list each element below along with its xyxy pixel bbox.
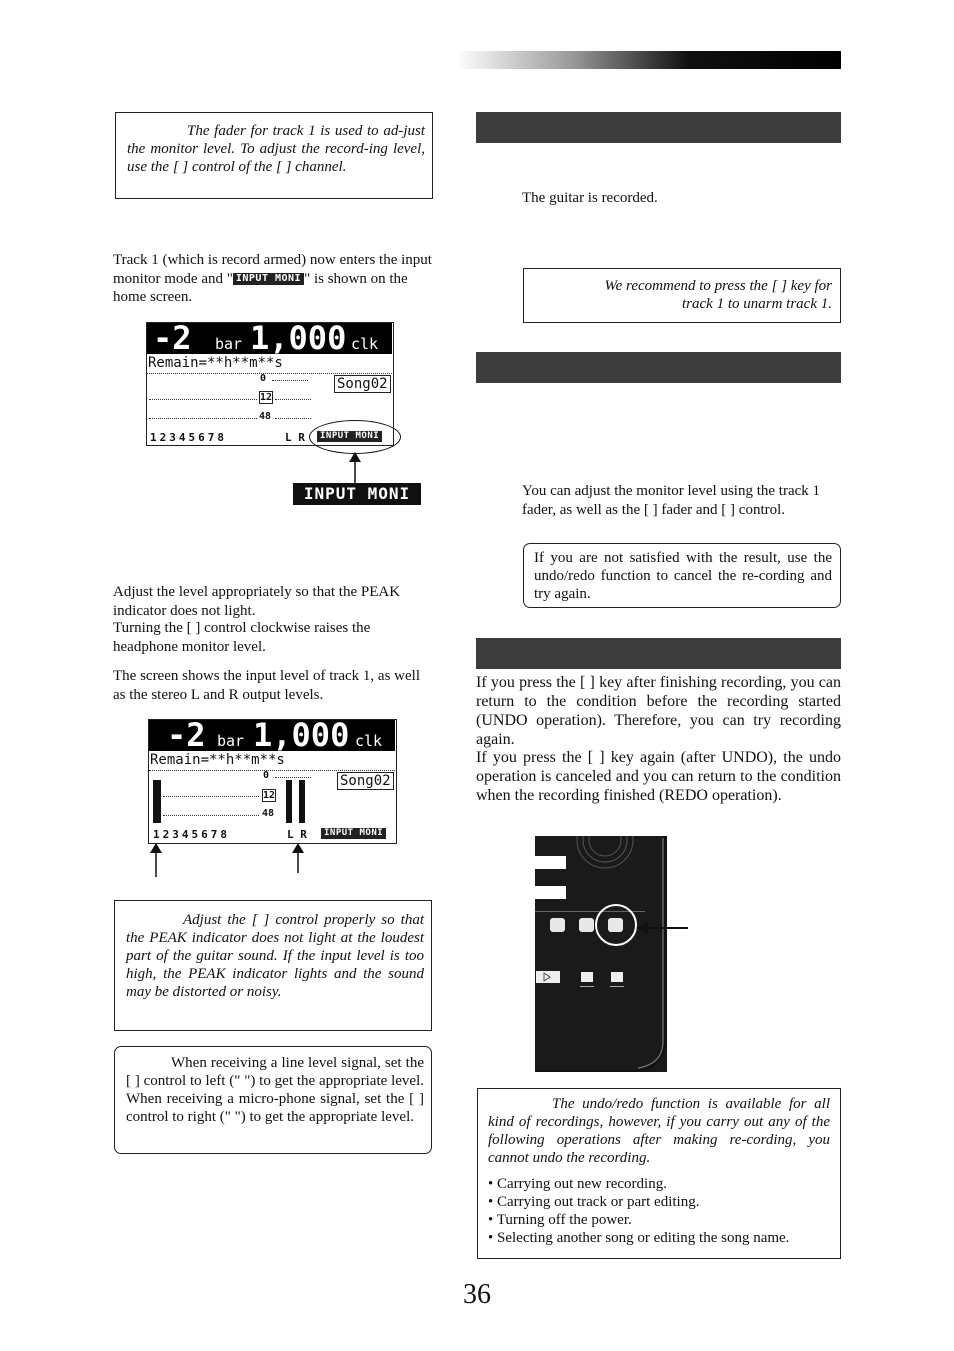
lcd-2-input-moni: INPUT MONI <box>321 828 386 839</box>
lcd-1-bar-label: bar <box>215 335 243 353</box>
note-undo-limits-text: The undo/redo function is available for all kind of recordings, however, if you carry out any of the following operations after making re-cording, you cannot undo the recording. <box>488 1096 830 1166</box>
note-fader-text: The fader for track 1 is used to ad-just the monitor level. To adjust the record-ing level, use the [ ] control of the [ ] channel. <box>127 123 425 175</box>
note-box-peak <box>114 900 432 1031</box>
note-peak-text: Adjust the [ ] control properly so that the PEAK indicator does not light at the loudest part of the guitar sound. If the input level is too high, the PEAK indicator lights and the sound may be distorted or noisy. <box>126 912 424 1000</box>
lcd-1-dots-48b <box>275 418 311 419</box>
note-box-undo-hint <box>523 543 841 608</box>
lcd-1-scale-0: 0 <box>260 373 267 384</box>
lcd-1-remain: Remain=**h**m**s <box>148 355 283 371</box>
lcd-1-input-moni: INPUT MONI <box>317 431 382 442</box>
lr-arrow-up-icon <box>291 843 305 873</box>
section-header-bar-1 <box>476 112 841 143</box>
note-unarm-text: We recommend to press the [ ] key for track 1 to unarm track 1. <box>604 278 832 312</box>
lcd-1-dots-0 <box>272 380 308 381</box>
input-moni-callout-label: INPUT MONI <box>293 483 421 505</box>
lcd-1-song: Song02 <box>334 375 391 393</box>
lcd-1-dots-12b <box>275 399 311 400</box>
lcd-1-scale-48: 48 <box>259 411 272 422</box>
screen-shows-paragraph: The screen shows the input level of track 1, as well as the stereo L and R output levels. <box>113 668 420 703</box>
list-item: • Carrying out new recording. <box>488 1176 667 1192</box>
guitar-recorded-text: The guitar is recorded. <box>522 190 658 206</box>
note-box-unarm <box>523 268 841 323</box>
note-box-line-level <box>114 1046 432 1154</box>
lcd-2-tracks: 12345678 <box>153 828 230 841</box>
lcd-2-l-meter <box>286 780 292 823</box>
lcd-screen-2 <box>148 716 397 844</box>
input-monitor-paragraph <box>113 251 433 307</box>
track1-arrow-up-icon <box>149 843 163 877</box>
callout-arrow-up-icon <box>348 452 362 486</box>
lcd-1-clk-label: clk <box>351 335 379 353</box>
list-item: • Selecting another song or editing the song name. <box>488 1230 790 1246</box>
page-number: 36 <box>463 1279 491 1310</box>
lcd-1-callout-ellipse <box>309 420 401 454</box>
lcd-1-dots-48a <box>149 418 257 419</box>
monitor-level-paragraph: You can adjust the monitor level using the track 1 fader, as well as the [ ] fader and [ ] control. <box>522 483 821 518</box>
lcd-2-scale-48: 48 <box>262 808 275 819</box>
adjust-level-paragraph: Adjust the level appropriately so that the PEAK indicator does not light. <box>113 584 401 619</box>
note-box-fader <box>115 112 433 199</box>
lcd-2-scale-0: 0 <box>263 770 270 781</box>
lcd-2-song: Song02 <box>337 772 394 790</box>
undo-limits-list <box>488 1175 833 1247</box>
lcd-1-scale-12: 12 <box>260 392 273 403</box>
section-header-bar-2 <box>476 352 841 383</box>
lcd-1-lr: L R <box>285 431 305 444</box>
lcd-2-remain: Remain=**h**m**s <box>150 752 285 768</box>
lcd-1-header <box>147 319 392 357</box>
lcd-1-divider <box>147 373 392 374</box>
lcd-2-clk-label: clk <box>355 732 383 750</box>
undo-paragraph: If you press the [ ] key after finishing recording, you can return to the condition before the recording started (UNDO operation). Therefore, you can try recording again. <box>476 674 841 748</box>
input-moni-badge: INPUT MONI <box>233 273 304 285</box>
undo-redo-key-illustration <box>530 836 690 1074</box>
lcd-2-clock: 1,000 <box>253 716 350 754</box>
list-item: • Carrying out track or part editing. <box>488 1194 700 1210</box>
lcd-2-position: -2 <box>167 716 206 754</box>
note-undo-hint-text: If you are not satisfied with the result, use the undo/redo function to cancel the re-cording and try again. <box>534 550 832 602</box>
lcd-2-dots-0 <box>275 777 311 778</box>
lcd-2-track1-meter <box>153 780 161 823</box>
lcd-1-position: -2 <box>153 319 192 357</box>
input-monitor-text-b: " is shown on the home screen. <box>113 270 408 305</box>
lcd-2-dots-12a <box>163 796 259 797</box>
lcd-2-lr: L R <box>287 828 307 841</box>
lcd-1-tracks: 12345678 <box>150 431 227 444</box>
lcd-2-bar-label: bar <box>217 732 245 750</box>
input-monitor-text-a: Track 1 (which is record armed) now enters the input monitor mode and " <box>113 252 432 287</box>
lcd-2-divider <box>149 770 395 771</box>
list-item: • Turning off the power. <box>488 1212 632 1228</box>
lcd-1-clock: 1,000 <box>250 319 347 357</box>
note-line-level-text: When receiving a line level signal, set the [ ] control to left (" ") to get the appropriate level. When receiving a micro-phone signal, set the [ ] control to right (" ") to get the appropriate level. <box>126 1055 424 1125</box>
lcd-2-r-meter <box>299 780 305 823</box>
lcd-1-dots-12a <box>149 399 257 400</box>
lcd-2-scale-12: 12 <box>263 790 276 801</box>
redo-paragraph: If you press the [ ] key again (after UNDO), the undo operation is canceled and you can return to the condition when the recording finished (REDO operation). <box>476 749 841 804</box>
lcd-2-header <box>149 716 395 754</box>
section-header-bar-3 <box>476 638 841 669</box>
lcd-2-dots-48a <box>163 815 259 816</box>
headphone-paragraph: Turning the [ ] control clockwise raises the headphone monitor level. <box>113 620 371 655</box>
note-box-undo-limits <box>477 1088 841 1259</box>
header-gradient-bar <box>456 51 841 69</box>
